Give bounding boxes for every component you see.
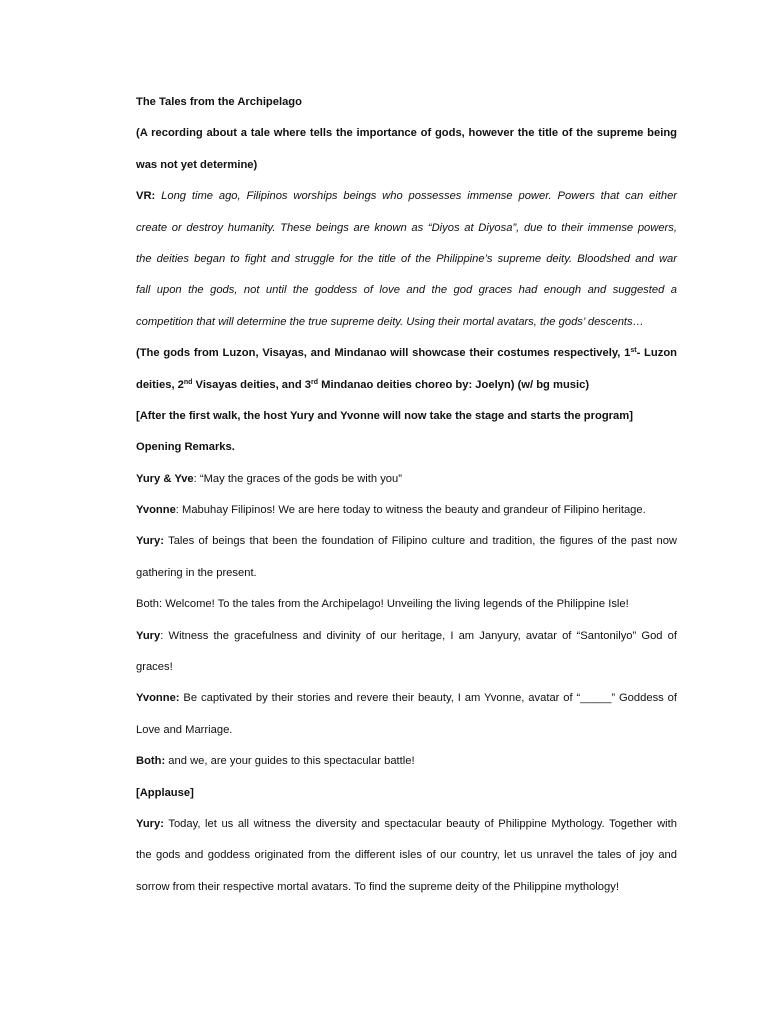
dialogue-line-continued: graces!: [136, 661, 173, 674]
dialogue-line: Yvonne: Mabuhay Filipinos! We are here today to witness the beauty and grandeur of Filipino heritage.: [136, 504, 646, 517]
closing-line: sorrow from their respective mortal avatars. To find the supreme deity of the Philippine mythology!: [136, 880, 619, 893]
dialogue-line: Yury: Witness the gracefulness and divinity of our heritage, I am Janyury, avatar of “Santonilyo” God of: [136, 629, 677, 642]
dialogue-line: Both: Welcome! To the tales from the Archipelago! Unveiling the living legends of the Philippine Isle!: [136, 598, 629, 611]
applause-direction: [Applause]: [136, 786, 194, 799]
showcase-direction-line: (The gods from Luzon, Visayas, and Mindanao will showcase their costumes respectively, 1st- Luzon: [136, 347, 677, 360]
opening-remarks-heading: Opening Remarks.: [136, 441, 235, 454]
dialogue-line: Yury: Tales of beings that been the foundation of Filipino culture and tradition, the figures of the past now: [136, 535, 677, 548]
document-title: The Tales from the Archipelago: [136, 96, 302, 108]
showcase-direction-line: deities, 2nd Visayas deities, and 3rd Mindanao deities choreo by: Joelyn) (w/ bg music): [136, 378, 590, 391]
vr-paragraph-line: competition that will determine the true supreme deity. Using their mortal avatars, the gods’ descents…: [136, 315, 644, 328]
vr-label: VR:: [136, 190, 156, 203]
speaker-name: Yvonne: [136, 504, 176, 517]
dialogue-line: Both: and we, are your guides to this spectacular battle!: [136, 755, 415, 768]
speaker-name: Yury: [136, 629, 161, 642]
closing-line: the gods and goddess originated from the different isles of our country, let us unravel the tales of joy and: [136, 849, 677, 862]
speaker-name: Yvonne:: [136, 692, 180, 705]
dialogue-line-continued: Love and Marriage.: [136, 723, 233, 736]
dialogue-line-continued: gathering in the present.: [136, 566, 257, 579]
speaker-name: Both:: [136, 755, 166, 768]
stage-direction: [After the first walk, the host Yury and Yvonne will now take the stage and starts the program]: [136, 409, 633, 422]
speaker-name: Yury & Yve: [136, 472, 194, 485]
speaker-name: Yury:: [136, 535, 164, 548]
dialogue-line: Yvonne: Be captivated by their stories and revere their beauty, I am Yvonne, avatar of “_____” Goddess of: [136, 692, 677, 705]
recording-note-line: was not yet determine): [136, 158, 258, 171]
recording-note-line: (A recording about a tale where tells the importance of gods, however the title of the supreme being: [136, 127, 677, 140]
closing-line: Yury: Today, let us all witness the diversity and spectacular beauty of Philippine Mythology. Together with: [136, 817, 677, 830]
vr-paragraph-line: fall upon the gods, not until the goddess of love and the god graces had enough and suggested a: [136, 284, 677, 297]
vr-paragraph-line: the deities began to fight and struggle for the title of the Philippine’s supreme deity. Bloodshed and war: [136, 252, 677, 265]
document-body: [136, 93, 677, 909]
vr-paragraph-line: create or destroy humanity. These beings are known as “Diyos at Diyosa”, due to their immense powers,: [136, 221, 677, 234]
speaker-name: Yury:: [136, 817, 164, 830]
vr-paragraph-line: VR: Long time ago, Filipinos worships beings who possesses immense power. Powers that can either: [136, 190, 678, 203]
dialogue-line: Yury & Yve: “May the graces of the gods be with you”: [136, 472, 402, 485]
